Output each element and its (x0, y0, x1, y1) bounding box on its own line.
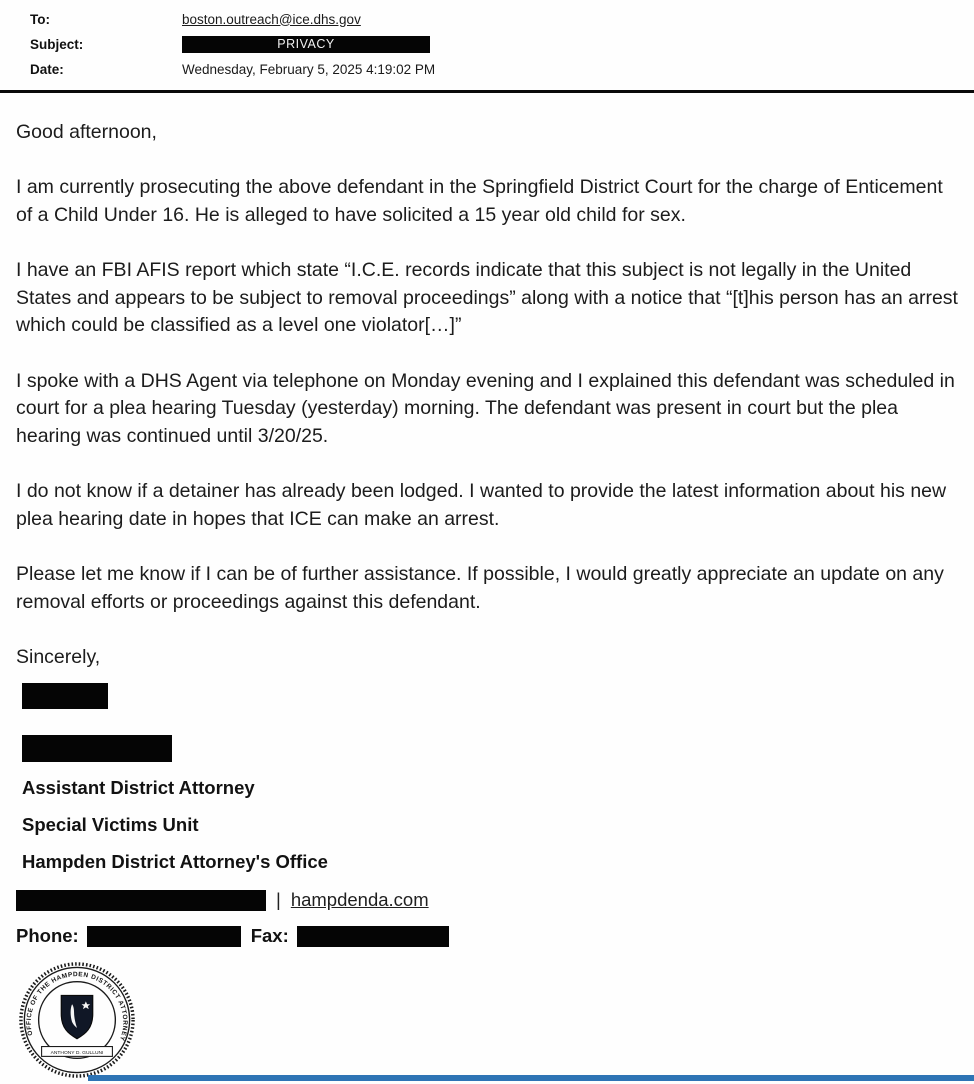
body-paragraph: Please let me know if I can be of further assistance. If possible, I would greatly appreciate an update on any removal efforts or proceedings against this defendant. (16, 563, 944, 613)
signature-office: Hampden District Attorney's Office (22, 851, 328, 873)
body-paragraph: I have an FBI AFIS report which state “I.C.E. records indicate that this subject is not legally in the United States and appears to be subject to removal proceedings” along with a notice that “[t]his person has an arrest which could be classified as a level one violator[…]” (16, 259, 958, 337)
to-email-link[interactable]: boston.outreach@ice.dhs.gov (182, 11, 361, 27)
contact-line (16, 889, 958, 911)
phone-label: Phone: (16, 925, 79, 947)
signature-block (0, 735, 974, 947)
signature-title: Assistant District Attorney (22, 777, 255, 799)
date-label: Date: (30, 61, 64, 77)
seal-shield (61, 996, 92, 1039)
email-header (0, 0, 974, 93)
fax-label: Fax: (250, 925, 289, 947)
email-body (0, 93, 974, 709)
email-redaction-box (16, 890, 266, 911)
signature-name-redaction-box (22, 735, 172, 762)
phone-redaction-box (87, 926, 241, 947)
to-label: To: (30, 11, 50, 27)
website-link[interactable]: hampdenda.com (290, 889, 429, 911)
body-paragraph: Good afternoon, (16, 121, 157, 143)
sender-name-redaction-box (22, 683, 108, 709)
seal-graphic (18, 961, 136, 1079)
subject-label: Subject: (30, 36, 84, 52)
subject-redaction-box: PRIVACY (182, 36, 430, 53)
header-row-to (0, 10, 974, 28)
district-attorney-seal (18, 961, 136, 1079)
header-row-subject (0, 35, 974, 53)
body-paragraph: I do not know if a detainer has already been lodged. I wanted to provide the latest information about his new plea hearing date in hopes that ICE can make an arrest. (16, 480, 947, 530)
body-paragraph: I spoke with a DHS Agent via telephone on Monday evening and I explained this defendant was scheduled in court for a plea hearing Tuesday (yesterday) morning. The defendant was present in court but the plea hearing was continued until 3/20/25. (16, 369, 955, 447)
fax-redaction-box (297, 926, 449, 947)
seal-ribbon-text: ANTHONY D. GULLUNI (50, 1051, 104, 1057)
header-row-date (0, 60, 974, 78)
closing-paragraph: Sincerely, (16, 646, 101, 669)
seal-ring-text: OFFICE OF THE HAMPDEN DISTRICT ATTORNEY (25, 971, 129, 1043)
pipe-separator: | (276, 889, 281, 911)
body-paragraph: I am currently prosecuting the above defendant in the Springfield District Court for the charge of Enticement of a Child Under 16. He is alleged to have solicited a 15 year old child for sex. (16, 176, 943, 226)
footer-accent-bar (88, 1075, 974, 1081)
phone-fax-line (16, 925, 958, 947)
signature-unit: Special Victims Unit (22, 814, 199, 836)
date-value: Wednesday, February 5, 2025 4:19:02 PM (182, 61, 436, 77)
